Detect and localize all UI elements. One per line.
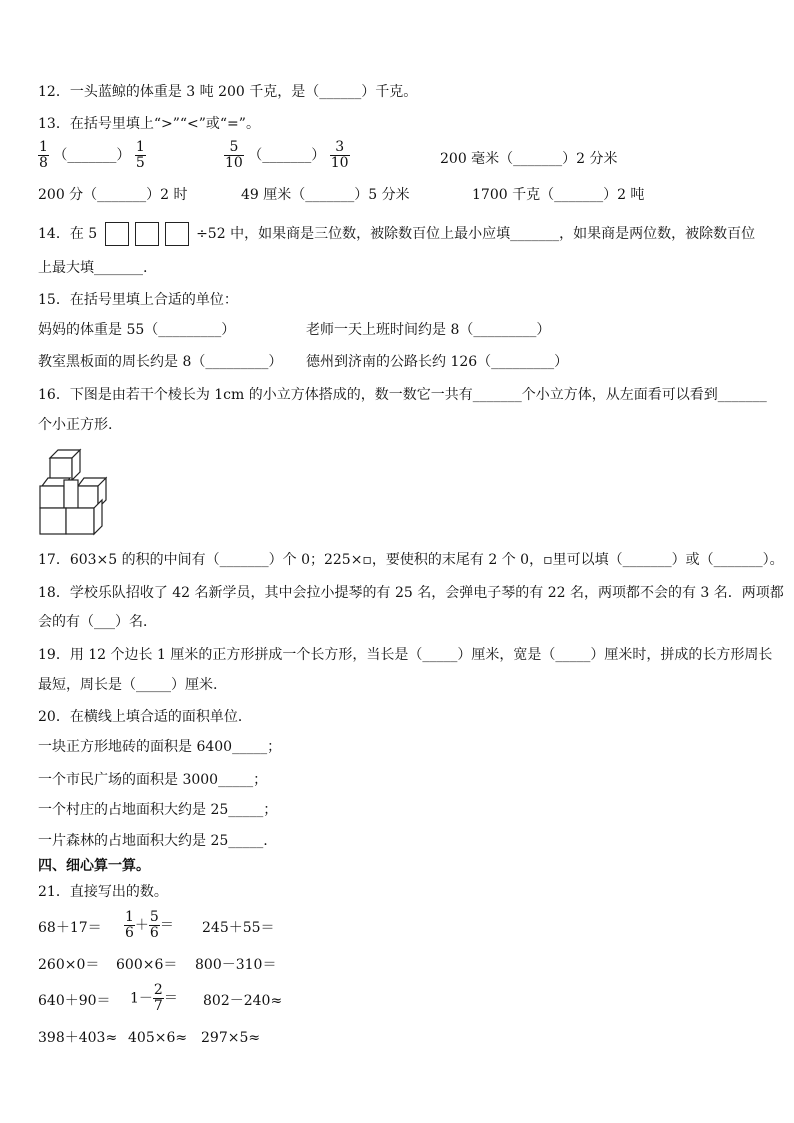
question-20-item-c: 一个村庄的占地面积大约是 25_____； bbox=[38, 802, 278, 818]
question-20-item-a: 一块正方形地砖的面积是 6400_____； bbox=[38, 739, 282, 755]
calc-item: 398＋403≈ bbox=[38, 1030, 118, 1046]
question-14-line-2: 上最大填_______. bbox=[38, 260, 148, 276]
question-15-title: 15．在括号里填上合适的单位： bbox=[38, 292, 238, 308]
calc-item: 245＋55＝ bbox=[202, 920, 275, 936]
fraction: $\frac{1}{6}$ bbox=[125, 909, 134, 941]
digit-boxes bbox=[102, 222, 192, 246]
question-19-line-1: 19．用 12 个边长 1 厘米的正方形拼成一个长方形，当长是（_____）厘米，宽是（_____）厘米时，拼成的长方形周长 bbox=[38, 647, 773, 663]
question-19-line-2: 最短，周长是（_____）厘米. bbox=[38, 677, 218, 693]
question-18-line-1: 18．学校乐队招收了 42 名新学员，其中会拉小提琴的有 25 名，会弹电子琴的有 22 名，两项都不会的有 3 名．两项都 bbox=[38, 585, 784, 601]
question-13-item-2 bbox=[224, 140, 350, 171]
question-16-line-2: 个小正方形. bbox=[38, 417, 113, 433]
question-13-title: 13．在括号里填上“>”“<”或“=”。 bbox=[38, 116, 260, 132]
question-12: 12．一头蓝鲸的体重是 3 吨 200 千克，是（______）千克。 bbox=[38, 84, 418, 100]
question-20-title: 20．在横线上填合适的面积单位． bbox=[38, 709, 252, 725]
fraction: $\frac{1}{5}$ bbox=[135, 139, 145, 171]
digit-box bbox=[165, 222, 189, 246]
fraction: $\frac{2}{7}$ bbox=[153, 982, 163, 1014]
question-13-item-6: 1700 千克（_______）2 吨 bbox=[472, 187, 645, 203]
calc-item: 600×6＝ bbox=[116, 957, 178, 973]
question-20-item-d: 一片森林的占地面积大约是 25_____. bbox=[38, 833, 268, 849]
question-14-line-1: 14．在 5 ÷52 中，如果商是三位数，被除数百位上最小应填_______，如果商是两位数，被除数百位 bbox=[38, 222, 755, 246]
calc-item-fraction-sum: $\frac{1}{6}$ ＋ $\frac{5}{6}$ ＝ bbox=[125, 909, 174, 941]
cube-stack-figure bbox=[36, 448, 108, 538]
calc-item: 800－310＝ bbox=[195, 957, 277, 973]
fraction: $\frac{1}{8}$ bbox=[39, 139, 48, 171]
calc-item: 802－240≈ bbox=[203, 993, 283, 1009]
fraction: $\frac{3}{10}$ bbox=[330, 139, 349, 171]
question-15-item-b: 老师一天上班时间约是 8（_________） bbox=[306, 322, 551, 338]
calc-item: 640＋90＝ bbox=[38, 993, 111, 1009]
digit-box bbox=[105, 222, 129, 246]
question-20-item-b: 一个市民广场的面积是 3000_____； bbox=[38, 772, 268, 788]
question-16-line-1: 16．下图是由若干个棱长为 1cm 的小立方体搭成的，数一数它一共有_______个小立方体，从左面看可以看到_______ bbox=[38, 387, 767, 403]
question-13-item-1 bbox=[38, 140, 146, 171]
blank: （_______） bbox=[53, 147, 131, 164]
fraction: $\frac{5}{6}$ bbox=[149, 909, 159, 941]
question-21-title: 21．直接写出的数。 bbox=[38, 884, 168, 900]
question-13-item-5: 49 厘米（_______）5 分米 bbox=[241, 187, 410, 203]
question-15-item-d: 德州到济南的公路长约 126（_________） bbox=[306, 354, 569, 370]
question-13-item-4: 200 分（_______）2 时 bbox=[38, 187, 188, 203]
calc-item: 68＋17＝ bbox=[38, 920, 102, 936]
question-17: 17．603×5 的积的中间有（_______）个 0；225×▫，要使积的末尾有 2 个 0，▫里可以填（_______）或（_______）。 bbox=[38, 552, 784, 568]
digit-box bbox=[135, 222, 159, 246]
question-18-line-2: 会的有（___）名． bbox=[38, 614, 157, 630]
calc-item: 297×5≈ bbox=[201, 1030, 261, 1046]
calc-item: 405×6≈ bbox=[128, 1030, 188, 1046]
fraction: $\frac{5}{10}$ bbox=[225, 139, 243, 171]
question-15-item-a: 妈妈的体重是 55（_________） bbox=[38, 322, 236, 338]
question-13-item-3: 200 毫米（_______）2 分米 bbox=[440, 151, 618, 167]
question-15-item-c: 教室黑板面的周长约是 8（_________） bbox=[38, 354, 283, 370]
blank: （_______） bbox=[248, 147, 326, 164]
section-4-heading: 四、细心算一算。 bbox=[38, 858, 150, 874]
calc-item: 260×0＝ bbox=[38, 957, 100, 973]
calc-item-fraction-diff: 1－ $\frac{2}{7}$ ＝ bbox=[130, 982, 178, 1014]
